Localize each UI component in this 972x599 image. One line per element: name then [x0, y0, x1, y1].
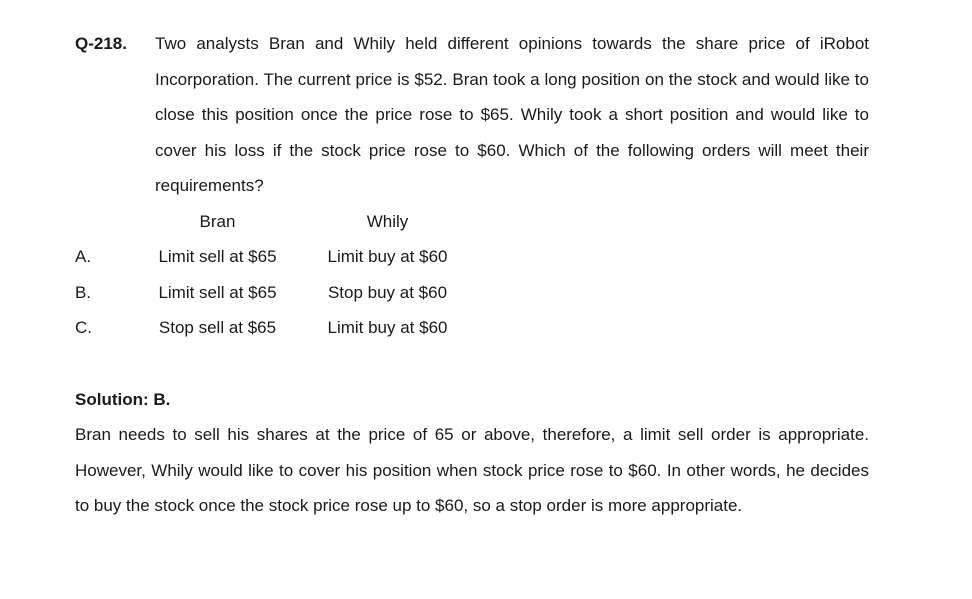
options-header-whily: Whily	[366, 211, 409, 231]
option-a-bran: Limit sell at $65	[158, 247, 277, 266]
option-letter-c: C.	[75, 318, 92, 337]
option-b-bran: Limit sell at $65	[158, 282, 277, 302]
solution-heading: Solution: B.	[75, 389, 171, 409]
option-b-whily: Stop buy at $60	[327, 282, 448, 302]
option-c-whily: Limit buy at $60	[327, 318, 448, 337]
solution-block	[75, 382, 869, 524]
option-c-bran: Stop sell at $65	[158, 318, 277, 337]
options-header-bran: Bran	[199, 211, 236, 231]
option-a-whily: Limit buy at $60	[327, 247, 448, 266]
question-block	[75, 26, 972, 204]
options-header-spacer	[75, 204, 155, 240]
option-letter-b: B.	[75, 282, 92, 302]
option-letter-a: A.	[75, 247, 92, 266]
question-text: Two analysts Bran and Whily held different opinions towards the share price of iRobot Incorporation. The current price is $52. Bran took a long position on the stock and would like to close this position once the price rose to $65. Whily took a short position and would like to cover his loss if the stock price rose to $60. Which of the following orders will meet their requirements?	[155, 34, 869, 195]
question-number: Q-218.	[75, 34, 127, 53]
solution-text: Bran needs to sell his shares at the price of 65 or above, therefore, a limit sell order is appropriate. However, Whily would like to cover his position when stock price rose to $60. In other words, he decides to buy the stock once the stock price rose up to $60, so a stop order is more appropriate.	[75, 425, 869, 515]
options-table	[75, 204, 972, 346]
